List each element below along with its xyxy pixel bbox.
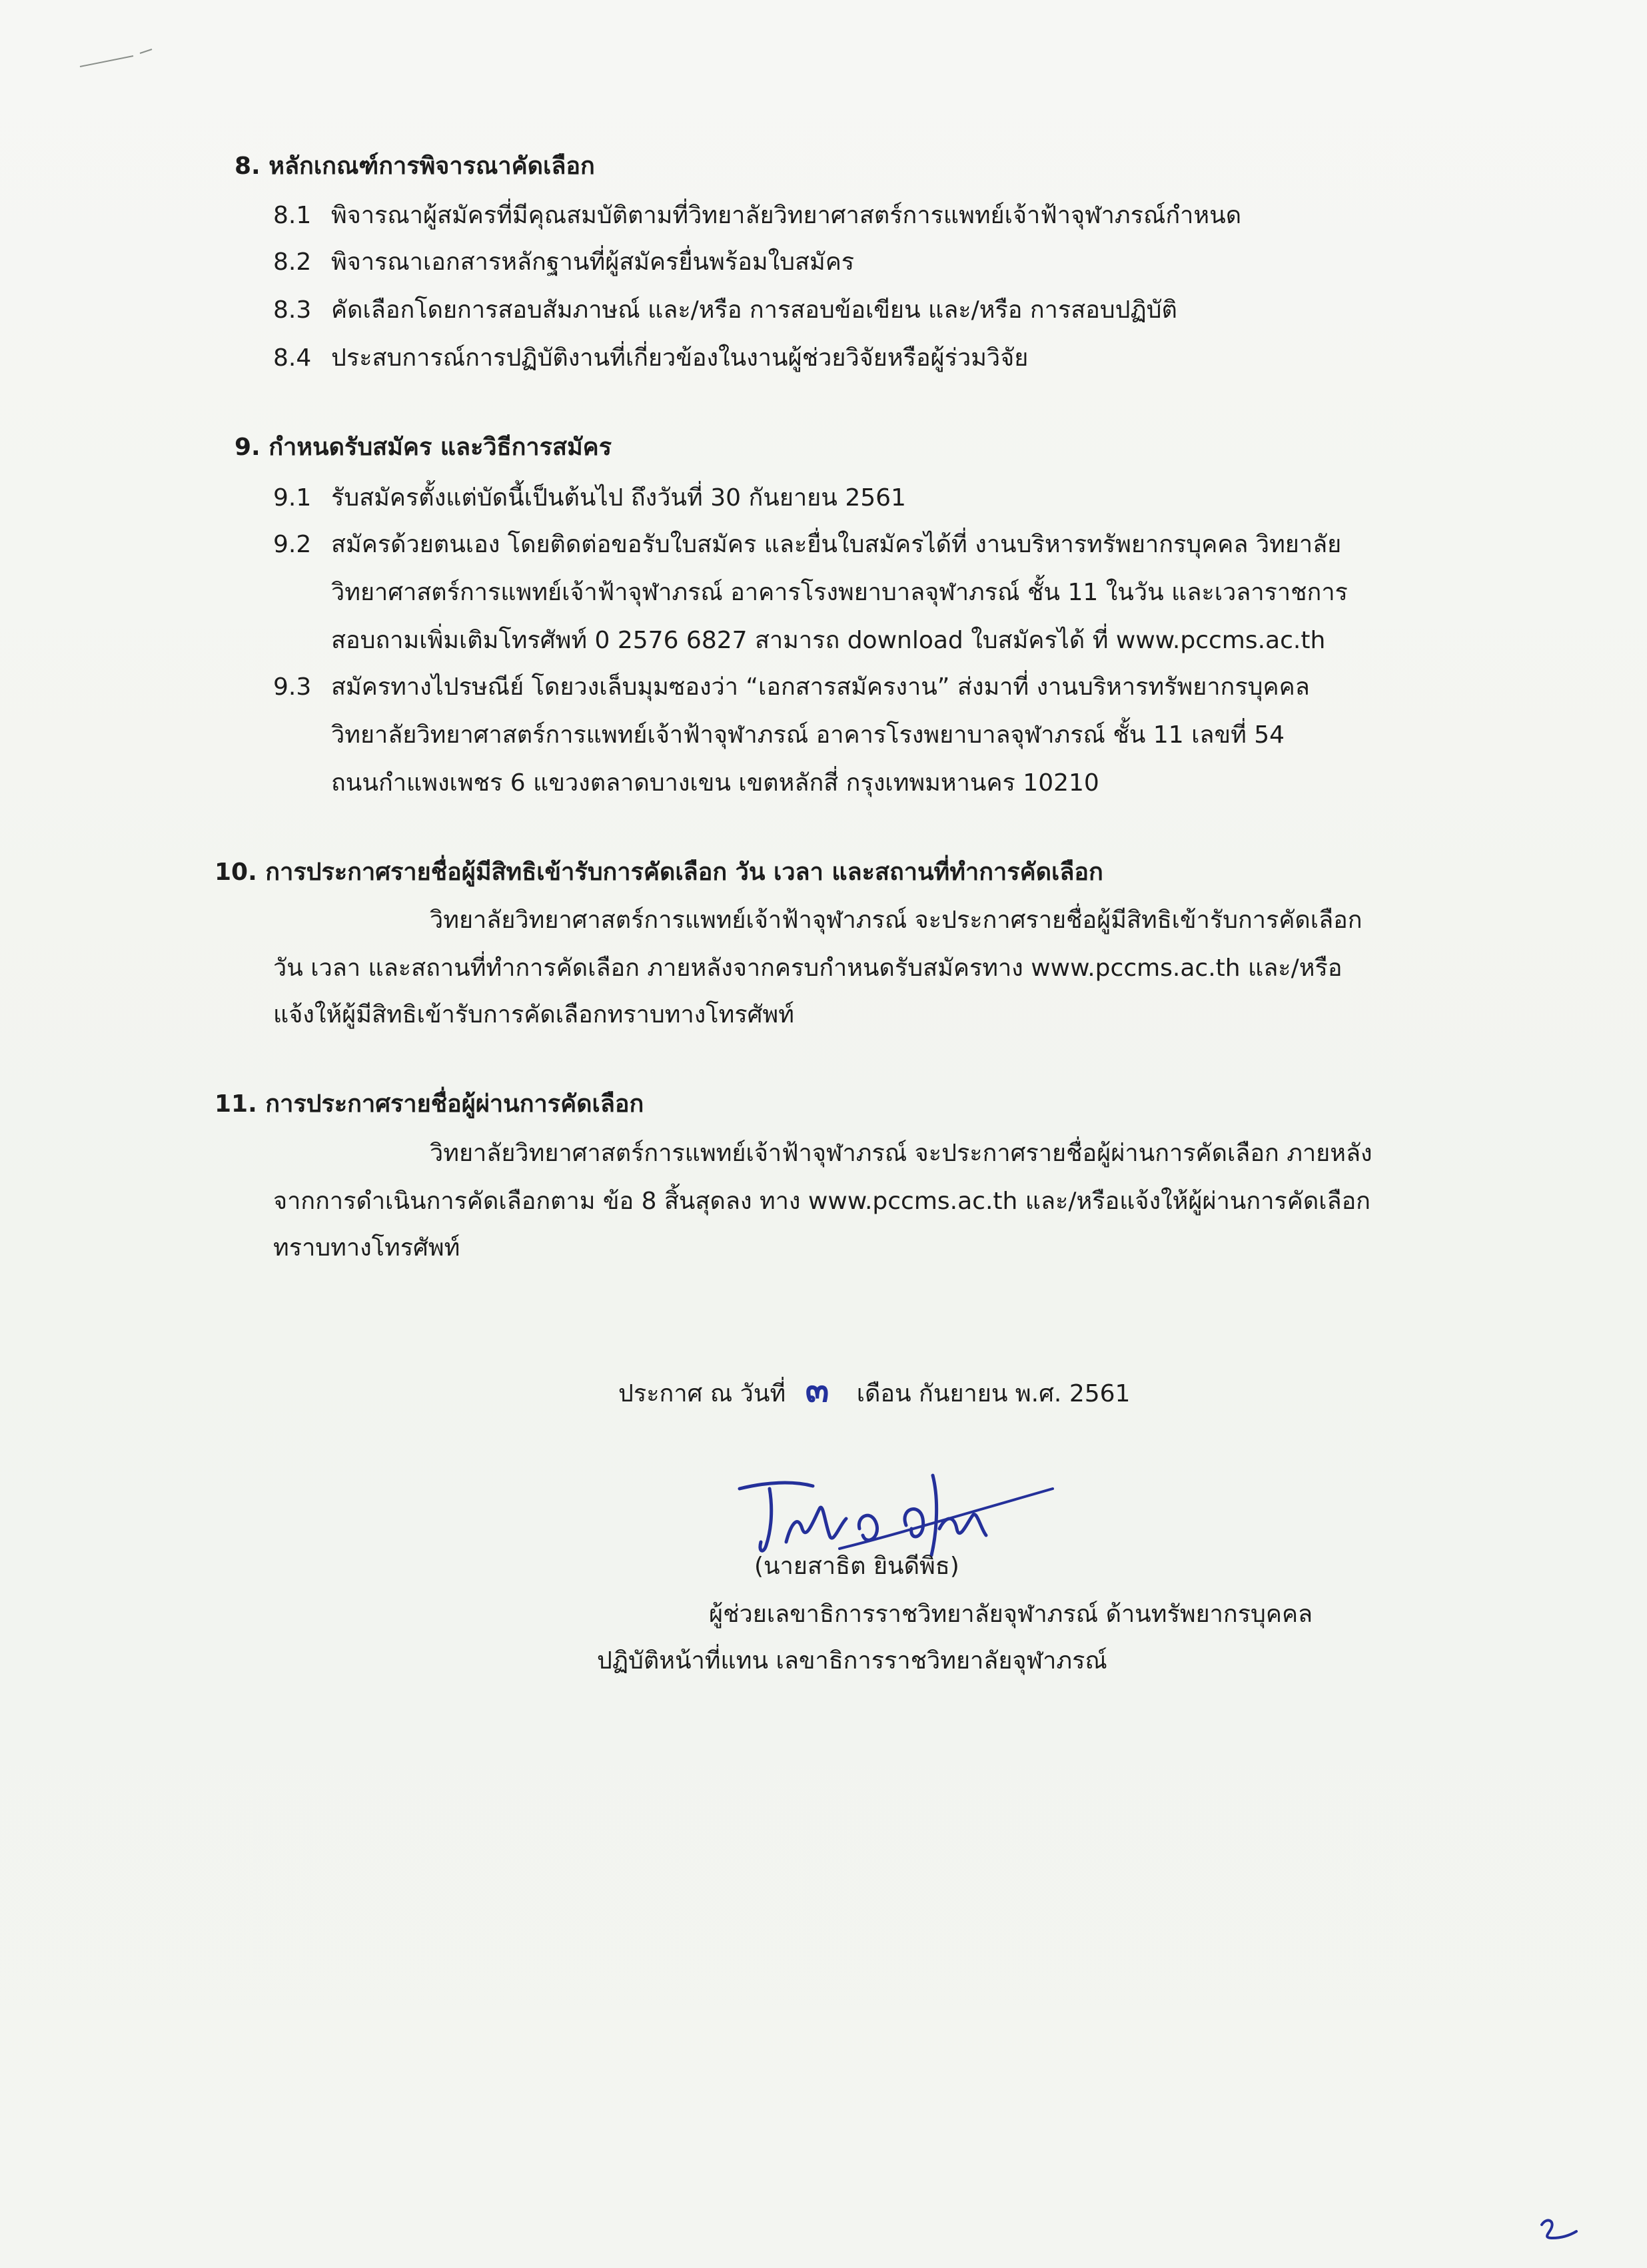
item-8-1-number: 8.1: [273, 202, 312, 229]
section-10-line-2: วัน เวลา และสถานที่ทำการคัดเลือก ภายหลังจากครบกำหนดรับสมัครทาง www.pccms.ac.th และ/หรือ: [273, 954, 1343, 982]
item-9-3-number: 9.3: [273, 673, 312, 701]
signer-title-1: ผู้ช่วยเลขาธิการราชวิทยาลัยจุฬาภรณ์ ด้านทรัพยากรบุคคล: [709, 1601, 1313, 1628]
item-8-4-number: 8.4: [273, 344, 312, 372]
section-9-heading: 9. กำหนดรับสมัคร และวิธีการสมัคร: [235, 434, 612, 461]
item-8-2-number: 8.2: [273, 248, 312, 276]
section-10-line-1: วิทยาลัยวิทยาศาสตร์การแพทย์เจ้าฟ้าจุฬาภรณ์ จะประกาศรายชื่อผู้มีสิทธิเข้ารับการคัดเลือก: [430, 907, 1363, 934]
section-11-line-1: วิทยาลัยวิทยาศาสตร์การแพทย์เจ้าฟ้าจุฬาภรณ์ จะประกาศรายชื่อผู้ผ่านการคัดเลือก ภายหลัง: [430, 1140, 1372, 1167]
item-8-1-text: พิจารณาผู้สมัครที่มีคุณสมบัติตามที่วิทยาลัยวิทยาศาสตร์การแพทย์เจ้าฟ้าจุฬาภรณ์กำหนด: [331, 202, 1242, 229]
item-9-3-line-2: วิทยาลัยวิทยาศาสตร์การแพทย์เจ้าฟ้าจุฬาภรณ์ อาคารโรงพยาบาลจุฬาภรณ์ ชั้น 11 เลขที่ 54: [331, 721, 1285, 749]
item-9-2-line-2: วิทยาศาสตร์การแพทย์เจ้าฟ้าจุฬาภรณ์ อาคารโรงพยาบาลจุฬาภรณ์ ชั้น 11 ในวัน และเวลาราชการ: [331, 579, 1348, 606]
item-8-3-number: 8.3: [273, 296, 312, 324]
item-9-2-number: 9.2: [273, 531, 312, 558]
item-8-4-text: ประสบการณ์การปฏิบัติงานที่เกี่ยวข้องในงานผู้ช่วยวิจัยหรือผู้ร่วมวิจัย: [331, 344, 1029, 372]
item-9-3-line-3: ถนนกำแพงเพชร 6 แขวงตลาดบางเขน เขตหลักสี่ กรุงเทพมหานคร 10210: [331, 769, 1099, 797]
announcement-day-handwritten: ๓: [805, 1370, 829, 1410]
announcement-date-line: [618, 1369, 1130, 1411]
announcement-suffix: เดือน กันยายน พ.ศ. 2561: [856, 1380, 1131, 1407]
section-11-line-3: ทราบทางโทรศัพท์: [273, 1234, 460, 1262]
section-10-line-3: แจ้งให้ผู้มีสิทธิเข้ารับการคัดเลือกทราบทางโทรศัพท์: [273, 1001, 794, 1028]
page-mark-handwritten: [1532, 2211, 1586, 2251]
item-9-1-number: 9.1: [273, 484, 312, 512]
announcement-prefix: ประกาศ ณ วันที่: [618, 1380, 786, 1407]
section-8-heading: 8. หลักเกณฑ์การพิจารณาคัดเลือก: [235, 153, 595, 180]
scan-speck-top-left: [73, 40, 167, 80]
item-9-3-line-1: สมัครทางไปรษณีย์ โดยวงเล็บมุมซองว่า “เอกสารสมัครงาน” ส่งมาที่ งานบริหารทรัพยากรบุคคล: [331, 673, 1310, 701]
item-8-3-text: คัดเลือกโดยการสอบสัมภาษณ์ และ/หรือ การสอบข้อเขียน และ/หรือ การสอบปฏิบัติ: [331, 296, 1177, 324]
section-11-line-2: จากการดำเนินการคัดเลือกตาม ข้อ 8 สิ้นสุดลง ทาง www.pccms.ac.th และ/หรือแจ้งให้ผู้ผ่านการคัดเลือก: [273, 1188, 1371, 1215]
item-9-2-line-1: สมัครด้วยตนเอง โดยติดต่อขอรับใบสมัคร และยื่นใบสมัครได้ที่ งานบริหารทรัพยากรบุคคล วิทยาลัย: [331, 531, 1342, 558]
signer-title-2: ปฏิบัติหน้าที่แทน เลขาธิการราชวิทยาลัยจุฬาภรณ์: [597, 1647, 1107, 1675]
section-11-heading: 11. การประกาศรายชื่อผู้ผ่านการคัดเลือก: [215, 1090, 644, 1118]
item-9-1-text: รับสมัครตั้งแต่บัดนี้เป็นต้นไป ถึงวันที่ 30 กันยายน 2561: [331, 484, 906, 512]
item-9-2-line-3: สอบถามเพิ่มเติมโทรศัพท์ 0 2576 6827 สามารถ download ใบสมัครได้ ที่ www.pccms.ac.th: [331, 627, 1326, 654]
signer-name: (นายสาธิต ยินดีพิธ): [754, 1553, 959, 1580]
item-8-2-text: พิจารณาเอกสารหลักฐานที่ผู้สมัครยื่นพร้อมใบสมัคร: [331, 248, 855, 276]
section-10-heading: 10. การประกาศรายชื่อผู้มีสิทธิเข้ารับการคัดเลือก วัน เวลา และสถานที่ทำการคัดเลือก: [215, 859, 1103, 886]
